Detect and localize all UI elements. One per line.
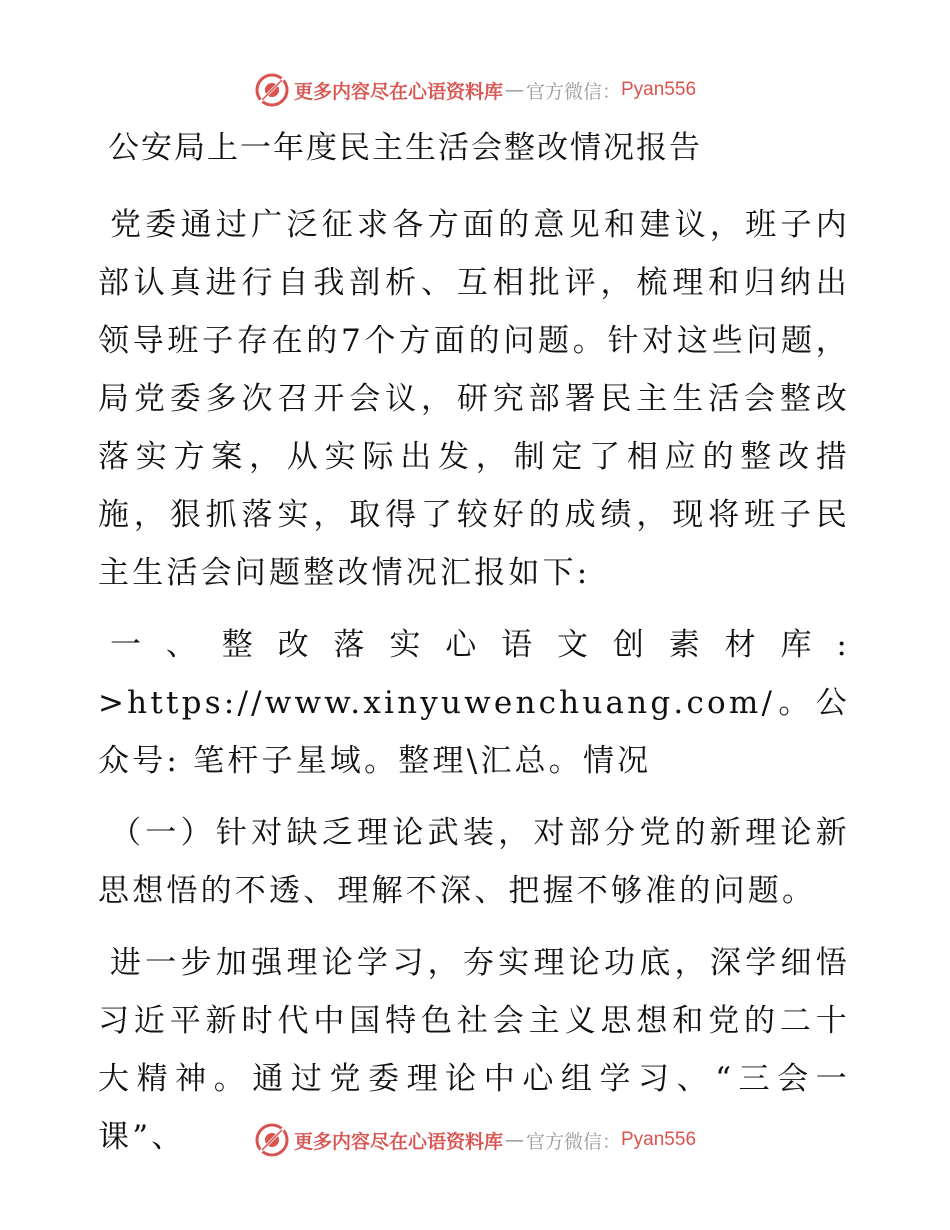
watermark-banner-top <box>0 70 950 110</box>
watermark-separator: — <box>504 1129 524 1151</box>
watermark-separator: — <box>504 79 524 101</box>
watermark-wechat-id: Pyan556 <box>621 79 697 100</box>
pen-logo-icon <box>254 1122 290 1158</box>
watermark-text: 更多内容尽在心语资料库 <box>293 1130 503 1153</box>
paragraph-section-one-heading: 一、整改落实心语文创素材库: >https://www.xinyuwenchuang.com/。公众号: 笔杆子星域。整理\汇总。情况 <box>98 627 850 779</box>
watermark-wechat-label: 官方微信： <box>525 80 621 103</box>
document-title: 公安局上一年度民主生活会整改情况报告 <box>108 130 702 166</box>
watermark-text: 更多内容尽在心语资料库 <box>293 80 503 103</box>
paragraph-theory-study: 进一步加强理论学习，夯实理论功底，深学细悟习近平新时代中国特色社会主义思想和党的二十大精神。通过党委理论中心组学习、“三会一课”、 <box>98 945 850 1155</box>
watermark-wechat-id: Pyan556 <box>621 1129 697 1150</box>
watermark-wechat-label: 官方微信： <box>525 1130 621 1153</box>
document-body <box>98 124 850 1180</box>
watermark-banner-bottom <box>0 1120 950 1160</box>
paragraph-intro: 党委通过广泛征求各方面的意见和建议，班子内部认真进行自我剖析、互相批评，梳理和归纳出领导班子存在的7个方面的问题。针对这些问题，局党委多次召开会议，研究部署民主生活会整改落实方案，从实际出发，制定了相应的整改措施，狠抓落实，取得了较好的成绩，现将班子民主生活会问题整改情况汇报如下: <box>98 207 850 591</box>
pen-logo-icon <box>254 72 290 108</box>
paragraph-subsection-one: （一）针对缺乏理论武装，对部分党的新理论新思想悟的不透、理解不深、把握不够准的问题。 <box>98 815 850 909</box>
